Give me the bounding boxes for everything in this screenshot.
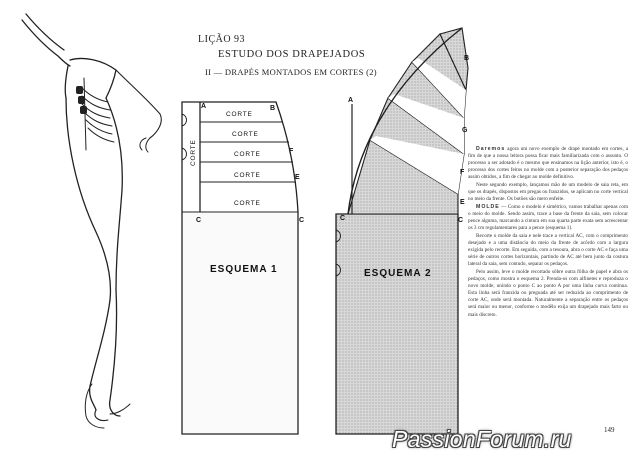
paragraph-4: Recorte o molde da saia e nele trace a vertical AC, com o comprimento desejado e a uma distância do meio da frente de acôrdo com a largura exigida pelo recorte. Em seguida, com a tesoura, abra o corte AC e faça uma série de outros cortes horizontais, partindo de AC até bem junto da costura lateral da saia, sem contudo, separar os pedaços. xyxy=(468,232,628,268)
section-subtitle: II — DRAPÉS MONTADOS EM CORTES (2) xyxy=(205,67,377,77)
paragraph-1: Daremos agora um novo exemplo de drapé montado em cortes, a fim de que a nossa leitora possa ficar mais familiarizada com o assunto. O processo a ser adotado é o mesmo que ensinamos na lição anterior, isto é, o processo dos cortes feitos no molde com a posterior separação dos pedaços assim obtidos, a fim de chegar ao molde definitivo. xyxy=(468,146,628,181)
point-a: A xyxy=(348,97,354,104)
point-c-left: C xyxy=(340,215,346,222)
point-f: F xyxy=(460,169,465,176)
paragraph-3-lead: MOLDE xyxy=(476,203,500,210)
corte-label-4: CORTE xyxy=(234,172,261,179)
corte-vertical-label: CORTE xyxy=(190,139,197,166)
point-g: G xyxy=(462,127,468,134)
corte-label-1: CORTE xyxy=(226,111,253,118)
point-f: F xyxy=(289,148,294,155)
article-text xyxy=(468,146,628,319)
point-b: B xyxy=(464,55,470,62)
page-title: ESTUDO DOS DRAPEJADOS xyxy=(218,49,366,60)
paragraph-1-lead: Daremos xyxy=(476,146,506,152)
corte-label-3: CORTE xyxy=(234,151,261,158)
watermark: PassionForum.ru xyxy=(392,426,572,452)
point-b: B xyxy=(270,105,276,112)
paragraph-2: Neste segundo exemplo, lançamos mão de um modelo de saia reta, em que os drapés, dispostos em pregas ou franzidos, se aplicam no corte vertical no meio da frente. Os botões são mero enfeite. xyxy=(468,182,628,203)
schema-1-label: ESQUEMA 1 xyxy=(210,264,278,275)
fashion-illustration xyxy=(0,0,190,462)
page-number: 149 xyxy=(604,426,615,434)
lesson-number: LIÇÃO 93 xyxy=(198,34,246,45)
point-c-left: C xyxy=(196,217,202,224)
paragraph-5: Pelo assim, leve o molde recortado sôbre outra fôlha de papel e abra os pedaços, como mostra o esquema 2. Prenda-os com alfinetes e reproduza o novo molde, unindo o ponto C ao ponto A por uma linha curva contínua. Esta linha será franzida ou preguada até ser reduzida ao comprimento de corte AC, onde será montada. Naturalmente a separação entre os pedaços será maior ou menor, conforme o modêlo exija um drapejado mais farto ou mais discreto. xyxy=(468,268,628,318)
pattern-schema-2 xyxy=(330,24,470,440)
corte-label-5: CORTE xyxy=(234,200,261,207)
point-c-right: C xyxy=(299,217,305,224)
pattern-schema-1 xyxy=(176,96,332,440)
point-a: A xyxy=(201,103,207,110)
paragraph-3: MOLDE — Como o modelo é simétrico, vamos trabalhar apenas com o meio do molde. Sendo assim, trace a base da frente da saia, sem colocar pence alguma, marcando a cintura em sua quarta parte exata sem acrescentar os 3 cm regulamentares para a pence (esquema 1). xyxy=(468,203,629,232)
point-e: E xyxy=(460,199,465,206)
point-c-right: C xyxy=(458,217,464,224)
schema-2-label: ESQUEMA 2 xyxy=(364,268,432,279)
corte-label-2: CORTE xyxy=(232,131,259,138)
point-e: E xyxy=(295,174,300,181)
